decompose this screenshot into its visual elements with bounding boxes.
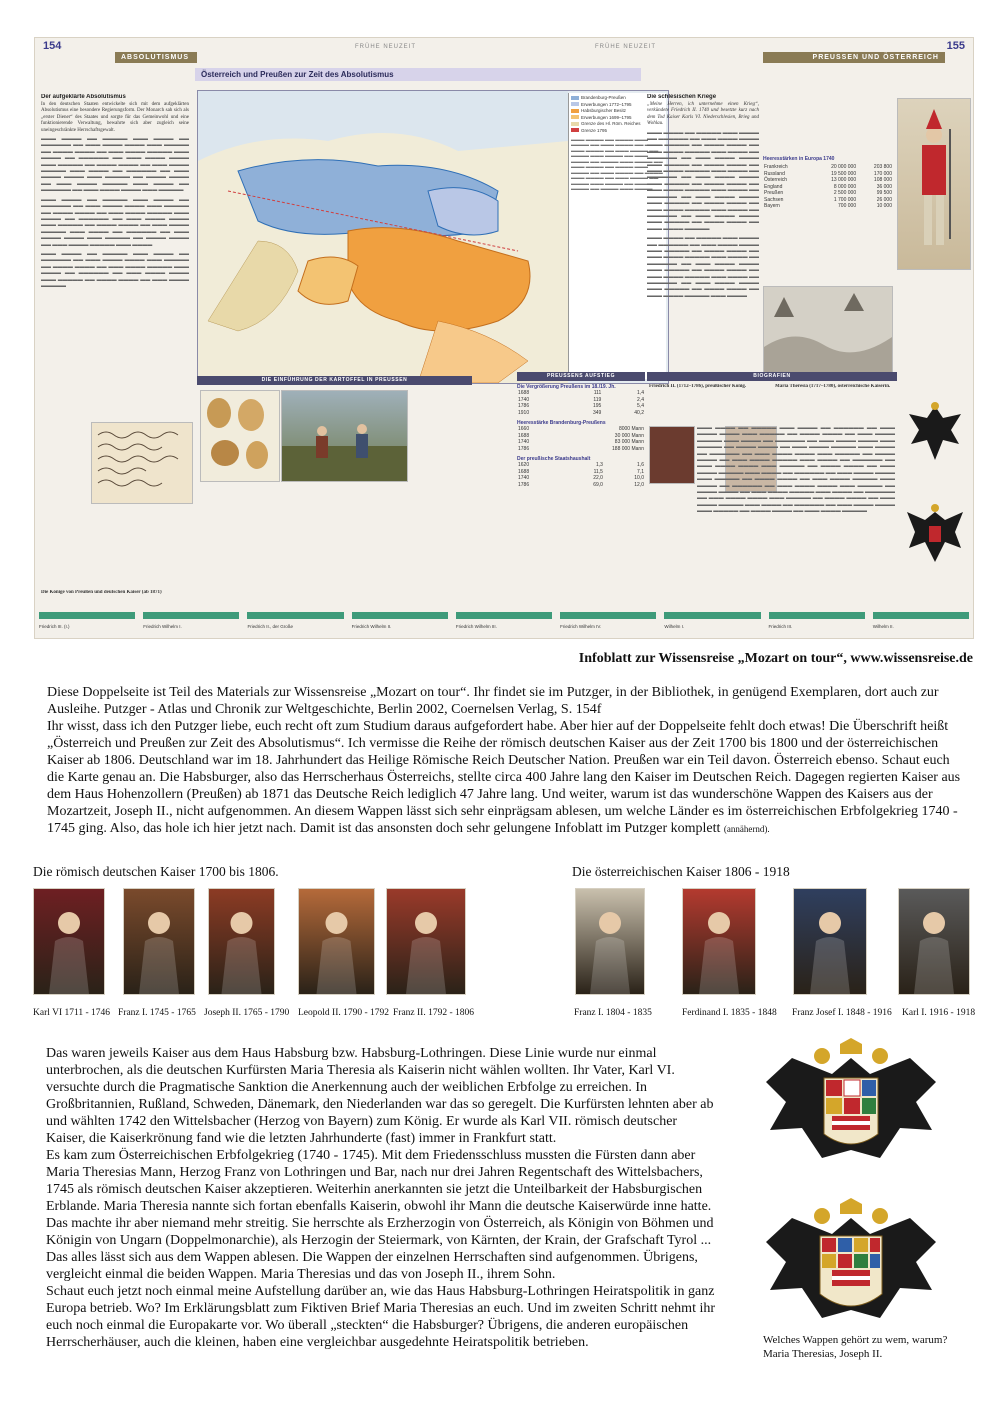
left-column-heading: Der aufgeklärte Absolutismus	[41, 94, 126, 100]
roman-emperor-portrait	[208, 888, 275, 995]
timeline-king-label: Friedrich Wilhelm II.	[351, 624, 392, 629]
troops-row-cell: 36 000	[876, 183, 892, 190]
roman-emperor-figure	[299, 889, 374, 994]
legend-habsburg: Habsburgischer Besitz	[571, 108, 664, 113]
coat-of-arms-maria-theresia	[760, 1038, 942, 1178]
budget-row-cell: 1,3	[595, 462, 603, 468]
left-column-text: In den deutschen Staaten entwickelte sich mit dem aufgeklärten Absolutismus eine besondere Regierungsform. Der Monarch sah sich als „erster Diener“ des Staates und sorgte für das Gemeinwohl und eine funktionierende Verwaltung, bewahrte sich aber zugleich seine uneingeschränkte Herrschaftsgewalt.	[41, 102, 189, 133]
timeline-segment	[456, 612, 552, 619]
troops-row-cell: England	[764, 183, 783, 190]
troops-table	[763, 156, 893, 210]
troops-row-cell: 19 500 000	[831, 170, 857, 177]
troops-row-cell: 2 500 000	[833, 190, 857, 196]
troops-row-cell: 10 000	[876, 203, 892, 209]
running-head-left-small: FRÜHE NEUZEIT	[355, 44, 416, 50]
timeline-king-label: Friedrich III. (I.)	[39, 624, 70, 629]
austrian-emperor-label: Ferdinand I. 1835 - 1848	[682, 1008, 777, 1018]
rise-row-cell: 1740	[518, 396, 530, 403]
troops-row-cell: Österreich	[764, 177, 788, 183]
budget-row-cell: 1786	[518, 481, 530, 488]
timeline-segment	[560, 612, 656, 619]
austrian-emperor-figure	[683, 889, 755, 994]
potato-shapes	[201, 391, 279, 481]
main-title-bar: Österreich und Preußen zur Zeit des Absolutismus	[195, 68, 641, 81]
engraving-lines	[764, 287, 892, 373]
austrian-emperor-label: Franz I. 1804 - 1835	[574, 1008, 652, 1018]
roman-emperor-portrait	[123, 888, 195, 995]
army-row-cell: 83 000 Mann	[614, 439, 644, 445]
bio-theresia-lead: Maria Theresia (1717–1780), österreichische Kaiserin.	[775, 384, 891, 389]
troops-row-cell: 13 000 000	[831, 177, 857, 183]
budget-row-cell: 1,6	[637, 462, 644, 468]
rise-row-cell: 349	[592, 409, 602, 416]
handwriting-scribble	[92, 423, 192, 503]
roman-emperor-label: Franz II. 1792 - 1806	[393, 1008, 474, 1018]
intro-paragraph-2-text: Ihr wisst, dass ich den Putzger liebe, euch recht oft zum Studium daraus aufgefordert habe. Aber hier auf der Doppelseite fehlt doch etwas! Die Überschrift heißt „Österreich und Preußen zur Zeit des Absolutismus“. Ich vermisse die Reihe der römisch deutschen Kaiser aus der Zeit 1700 bis 1800 und der österreichischen Kaiser ab 1806. Deutschland war im 18. Jahrhundert das Heilige Römische Reich Deutscher Nation. Preußen war ein Teil davon. Österreich ebenso. Schaut euch die Karte genau an. Die Habsburger, also das Herrscherhaus Österreichs, stellte circa 400 Jahre lang den Kaiser im Deutschen Reich. Dagegen regierten Kaiser aus dem Haus Hohenzollern (Preußen) ab 1871 das Deutsche Reich lediglich 47 Jahre lang. Und weiter, warum ist das wunderschöne Wappen des Kaisers aus der Mozartzeit, Joseph II., nicht aufgenommen. An diesem Wappen lässt sich sehr einprägsam ablesen, um welche Länder es im österreichischen Erbfolgekrieg 1740 - 1745 ging. Also, das hole ich hier jetzt nach. Damit ist das ansonsten doch sehr gelungene Infoblatt im Putzger komplett	[47, 719, 961, 836]
closing-text	[46, 1045, 718, 1351]
rise-row-cell: 1688	[518, 390, 530, 396]
troops-row-cell: Sachsen	[764, 196, 784, 203]
austrian-emperor-portrait	[793, 888, 867, 995]
potato-image	[200, 390, 280, 482]
troops-row-cell: 26 000	[876, 196, 892, 203]
budget-row-cell: 7,1	[637, 468, 644, 475]
coat-of-arms-joseph-ii	[760, 1196, 942, 1332]
troops-row-cell: Bayern	[764, 203, 780, 209]
troops-row-cell: 99 500	[876, 190, 892, 196]
roman-emperor-figure	[209, 889, 274, 994]
troops-row-cell: 20 000 000	[831, 164, 857, 170]
soldier-figure	[898, 99, 970, 269]
troops-row-cell: 203 800	[873, 164, 892, 170]
timeline-segment	[247, 612, 343, 619]
map-legend: Brandenburg-Preußen Erwerbungen 1772–1795 Habsburgischer Besitz Erwerbungen 1699–1795 Grenze des Hl. Röm. Reiches Grenze 1795 ▬▬▬ ▬▬▬▬ ▬▬ ▬▬▬▬ ▬▬▬ ▬▬▬▬ ▬▬ ▬▬▬ ▬▬▬▬ ▬▬ ▬▬▬▬ ▬▬▬ ▬▬▬▬ ▬▬ ▬▬▬ ▬▬▬▬ ▬▬ ▬▬▬▬ ▬▬▬ ▬▬▬▬ ▬▬ ▬▬▬ ▬▬▬▬ ▬▬ ▬▬▬▬ ▬▬▬ ▬▬▬▬ ▬▬ ▬▬▬ ▬▬▬▬ ▬▬ ▬▬▬▬ ▬▬▬ ▬▬▬▬ ▬▬ ▬▬▬ ▬▬▬▬ ▬▬ ▬▬▬▬ ▬▬▬ ▬▬▬▬ ▬▬ ▬▬▬ ▬▬▬▬ ▬▬ ▬▬▬▬ ▬▬▬ ▬▬▬▬ ▬▬ ▬▬▬ ▬▬▬▬ ▬▬ ▬▬▬▬ ▬▬▬ ▬▬▬▬	[568, 93, 666, 379]
intro-paragraph-1: Diese Doppelseite ist Teil des Materials zur Wissensreise „Mozart on tour“. Ihr findet sie im Putzger, in der Bibliothek, in genügend Exemplaren, dort auch zur Ausleihe. Putzger - Atlas und Chronik zur Weltgeschichte, Berlin 2002, Coernelsen Verlag, S. 154f	[47, 685, 939, 717]
austrian-emperor-portrait	[898, 888, 970, 995]
intro-paragraph-2-note: (annähernd).	[723, 824, 770, 834]
roman-emperor-figure	[34, 889, 104, 994]
atlas-double-page-scan	[34, 37, 974, 639]
army-row-cell: 1740	[518, 439, 530, 445]
section-bar-biographies: BIOGRAFIEN	[647, 372, 897, 381]
roman-emperor-label: Karl VI 1711 - 1746	[33, 1008, 111, 1018]
rise-stats	[517, 384, 645, 488]
timeline-king-label: Friedrich II., der Große	[247, 624, 293, 629]
legend-prussia: Brandenburg-Preußen	[571, 95, 664, 100]
running-head-right-small: FRÜHE NEUZEIT	[595, 44, 656, 50]
troops-row-cell: Russland	[764, 170, 785, 177]
army-row-cell: 1688	[518, 432, 530, 439]
troops-row-cell: 108 000	[873, 177, 892, 183]
roman-emperor-figure	[387, 889, 465, 994]
intro-paragraph-2	[47, 718, 967, 838]
page-number-left: 154	[43, 40, 62, 52]
timeline-segment	[352, 612, 448, 619]
right-column-quote: „Meine Herren, ich unternehme einen Krieg“, verkündete Friedrich II. 1740 und besetzte kurz nach dem Tod Kaiser Karls VI. Niederschlesien, Brieg und Wohlau.	[647, 102, 759, 127]
painting-harvest	[281, 390, 408, 482]
habsburg-double-eagle-icon	[905, 498, 965, 568]
section-bar-rise: PREUSSENS AUFSTIEG	[517, 372, 645, 381]
budget-row-cell: 10,0	[634, 475, 644, 481]
roman-emperor-label: Joseph II. 1765 - 1790	[204, 1008, 290, 1018]
bio-body: ▬▬▬ ▬▬▬▬ ▬▬ ▬▬▬▬▬ ▬▬▬ ▬▬▬▬ ▬▬ ▬▬▬▬▬▬ ▬▬ ▬▬▬ ▬▬▬▬ ▬▬▬▬ ▬▬▬ ▬▬▬▬▬ ▬▬ ▬▬▬▬ ▬▬▬▬ ▬▬ ▬▬▬ ▬▬▬▬ ▬▬▬▬▬ ▬▬▬ ▬▬▬▬ ▬▬ ▬▬▬▬▬▬ ▬▬ ▬▬▬ ▬▬▬▬ ▬▬▬▬ ▬▬▬ ▬▬▬▬▬ ▬▬ ▬▬▬▬ ▬▬▬▬ ▬▬ ▬▬▬ ▬▬▬▬ ▬▬▬▬▬ ▬▬▬ ▬▬▬▬ ▬▬ ▬▬▬▬▬▬ ▬▬ ▬▬▬ ▬▬▬▬ ▬▬▬▬ ▬▬▬ ▬▬▬▬▬ ▬▬ ▬▬▬▬ ▬▬▬▬ ▬▬ ▬▬▬ ▬▬▬▬ ▬▬▬▬▬ ▬▬▬ ▬▬▬▬ ▬▬ ▬▬▬▬▬▬ ▬▬ ▬▬▬ ▬▬▬▬ ▬▬▬▬ ▬▬▬ ▬▬▬▬▬ ▬▬ ▬▬▬▬ ▬▬▬▬ ▬▬ ▬▬▬ ▬▬▬▬ ▬▬▬▬▬ ▬▬▬ ▬▬▬▬ ▬▬ ▬▬▬▬▬▬ ▬▬ ▬▬▬ ▬▬▬▬ ▬▬▬▬ ▬▬▬ ▬▬▬▬▬ ▬▬ ▬▬▬▬ ▬▬▬▬ ▬▬ ▬▬▬ ▬▬▬▬ ▬▬▬▬▬ ▬▬▬ ▬▬▬▬ ▬▬ ▬▬▬▬▬▬ ▬▬ ▬▬▬ ▬▬▬▬ ▬▬▬▬ ▬▬▬ ▬▬▬▬▬ ▬▬ ▬▬▬▬ ▬▬▬▬ ▬▬ ▬▬▬ ▬▬▬▬ ▬▬▬▬▬ ▬▬▬ ▬▬▬▬ ▬▬ ▬▬▬▬▬▬ ▬▬ ▬▬▬ ▬▬▬▬ ▬▬▬▬ ▬▬▬ ▬▬▬▬▬ ▬▬ ▬▬▬▬ ▬▬▬▬ ▬▬ ▬▬▬ ▬▬▬▬ ▬▬▬▬▬ ▬▬▬ ▬▬▬▬ ▬▬ ▬▬▬▬▬▬ ▬▬ ▬▬▬ ▬▬▬▬ ▬▬▬▬ ▬▬▬ ▬▬▬▬▬ ▬▬ ▬▬▬▬ ▬▬▬▬ ▬▬ ▬▬▬ ▬▬▬▬ ▬▬▬▬▬	[697, 426, 895, 515]
legend-habsburg-gains: Erwerbungen 1699–1795	[571, 115, 664, 120]
historical-map	[197, 90, 669, 384]
legend-border: Grenze 1795	[571, 128, 664, 133]
infoblatt-title: Infoblatt zur Wissensreise „Mozart on tour“, www.wissensreise.de	[578, 651, 973, 666]
bio-theresia	[775, 384, 895, 424]
section-bar-potato: DIE EINFÜHRUNG DER KARTOFFEL IN PREUSSEN	[197, 376, 472, 385]
troops-row-cell: Preußen	[764, 190, 784, 196]
army-row-cell: 1660	[518, 426, 530, 432]
rise-row-cell: 5,4	[637, 403, 644, 409]
legend-prussia-gains: Erwerbungen 1772–1795	[571, 102, 664, 107]
right-text-column: Die schlesischen Kriege „Meine Herren, ich unternehme einen Krieg“, verkündete Friedrich II. 1740 und besetzte kurz nach dem Tod Kaiser Karls VI. Niederschlesien, Brieg und Wohlau. ▬▬▬ ▬▬▬▬ ▬▬ ▬▬▬▬▬ ▬▬▬ ▬▬▬▬ ▬▬ ▬▬▬▬▬▬ ▬▬ ▬▬▬ ▬▬▬▬ ▬▬▬▬ ▬▬▬ ▬▬▬▬▬ ▬▬ ▬▬▬▬ ▬▬▬▬ ▬▬ ▬▬▬ ▬▬▬▬ ▬▬▬▬▬ ▬▬▬ ▬▬▬▬ ▬▬ ▬▬▬▬▬▬ ▬▬ ▬▬▬ ▬▬▬▬ ▬▬▬▬ ▬▬▬ ▬▬▬▬▬ ▬▬ ▬▬▬▬ ▬▬▬▬ ▬▬ ▬▬▬ ▬▬▬▬ ▬▬▬▬▬ ▬▬▬ ▬▬▬▬ ▬▬ ▬▬▬▬▬▬ ▬▬ ▬▬▬ ▬▬▬▬ ▬▬▬▬ ▬▬▬ ▬▬▬▬▬ ▬▬ ▬▬▬▬ ▬▬▬▬ ▬▬ ▬▬▬ ▬▬▬▬ ▬▬▬▬▬ ▬▬▬ ▬▬▬▬ ▬▬ ▬▬▬▬▬▬ ▬▬ ▬▬▬ ▬▬▬▬ ▬▬▬▬ ▬▬▬ ▬▬▬▬▬ ▬▬ ▬▬▬▬ ▬▬▬▬ ▬▬ ▬▬▬ ▬▬▬▬ ▬▬▬▬▬ ▬▬▬ ▬▬▬▬ ▬▬ ▬▬▬▬▬▬ ▬▬ ▬▬▬ ▬▬▬▬ ▬▬▬▬ ▬▬▬ ▬▬▬▬▬ ▬▬ ▬▬▬▬ ▬▬▬▬ ▬▬ ▬▬▬ ▬▬▬▬ ▬▬▬▬▬ ▬▬▬ ▬▬▬▬ ▬▬ ▬▬▬▬▬ ▬▬▬ ▬▬▬▬ ▬▬ ▬▬▬▬▬▬ ▬▬ ▬▬▬ ▬▬▬▬ ▬▬▬▬ ▬▬▬ ▬▬▬▬▬ ▬▬ ▬▬▬▬ ▬▬▬▬ ▬▬ ▬▬▬ ▬▬▬▬ ▬▬▬▬▬ ▬▬▬ ▬▬▬▬ ▬▬ ▬▬▬▬▬▬ ▬▬ ▬▬▬ ▬▬▬▬ ▬▬▬▬ ▬▬▬ ▬▬▬▬▬ ▬▬ ▬▬▬▬ ▬▬▬▬ ▬▬ ▬▬▬ ▬▬▬▬ ▬▬▬▬▬ ▬▬▬ ▬▬▬▬ ▬▬ ▬▬▬▬▬▬ ▬▬ ▬▬▬ ▬▬▬▬ ▬▬▬▬ ▬▬▬ ▬▬▬▬▬ ▬▬ ▬▬▬▬ ▬▬▬▬ ▬▬ ▬▬▬ ▬▬▬▬ ▬▬▬▬▬ ▬▬▬ ▬▬▬▬	[647, 94, 759, 299]
rise-row	[517, 410, 645, 417]
rise-row-cell: 2,4	[637, 396, 644, 403]
timeline-segment	[873, 612, 969, 619]
rise-row-cell: 1910	[518, 409, 530, 416]
budget-row-cell: 12,0	[634, 481, 644, 488]
legend-reich: Grenze des Hl. Röm. Reiches	[571, 121, 664, 126]
budget-row-cell: 1688	[518, 468, 530, 475]
army-table	[517, 426, 645, 452]
army-heading: Heeresstärke Brandenburg-Preußens	[517, 420, 606, 426]
roman-emperor-portrait	[298, 888, 375, 995]
troops-row	[763, 203, 893, 210]
timeline-segment	[143, 612, 239, 619]
rise-row-cell: 1786	[518, 403, 530, 409]
austrian-emperor-label: Franz Josef I. 1848 - 1916	[792, 1008, 892, 1018]
roman-emperors-heading: Die römisch deutschen Kaiser 1700 bis 1806.	[33, 864, 279, 879]
timeline-heading: Die Könige von Preußen und deutschen Kaiser (ab 1871)	[41, 590, 162, 595]
troops-row-cell: 700 000	[838, 203, 857, 209]
roman-emperor-label: Franz I. 1745 - 1765	[118, 1008, 196, 1018]
friedrich-portrait	[649, 426, 695, 484]
closing-paragraph-4: Schaut euch jetzt noch einmal meine Aufstellung darüber an, wie das Haus Habsburg-Lothringen Heiratspolitik in ganz Europa betrieb. Wo? Im Erklärungsblatt zum Fiktiven Brief Maria Theresias an euch. Und im zweiten Schritt nehmt ihr euch noch einmal die Europakarte vor. Wo überall „steckten“ die Habsburger? Übrigens, die anderen europäischen Herrscherhäuser, auch die kleinen, haben eine vergleichbar ausgedehnte Heiratspolitik betrieben.	[46, 1284, 716, 1350]
austrian-emperor-figure	[794, 889, 866, 994]
battle-engraving	[763, 286, 893, 374]
budget-heading: Der preußische Staatshaushalt	[517, 456, 591, 462]
prussian-eagle-icon	[905, 398, 965, 468]
roman-emperor-figure	[124, 889, 194, 994]
army-row-cell: 188 000 Mann	[612, 445, 644, 452]
rise-row-cell: 119	[593, 396, 602, 403]
closing-paragraph-3: Das alles lässt sich aus dem Wappen ablesen. Die Wappen der einzelnen Herrschaften sind aufgenommen. Übrigens, vergleicht einmal die beiden Wappen. Maria Theresias und das von Joseph II., ihrem Sohn.	[46, 1250, 698, 1282]
roman-emperor-portrait	[386, 888, 466, 995]
austrian-emperors-heading: Die österreichischen Kaiser 1806 - 1918	[572, 864, 790, 879]
budget-row-cell: 1740	[518, 475, 530, 481]
austrian-emperor-figure	[576, 889, 644, 994]
coat-of-arms-caption: Welches Wappen gehört zu wem, warum? Maria Theresias, Joseph II.	[763, 1334, 948, 1360]
troops-row-cell: 1 700 000	[833, 196, 857, 203]
right-column-heading: Die schlesischen Kriege	[647, 94, 717, 100]
army-row-cell: 8000 Mann	[618, 426, 644, 432]
timeline-segment	[39, 612, 135, 619]
intro-text	[47, 684, 967, 838]
timeline-king-label: Friedrich Wilhelm III.	[455, 624, 497, 629]
timeline-king-label: Friedrich III.	[768, 624, 793, 629]
army-row-cell: 30 000 Mann	[614, 432, 644, 439]
budget-row-cell: 69,0	[593, 481, 603, 488]
kings-timeline	[35, 610, 973, 638]
running-head-left: ABSOLUTISMUS	[115, 52, 197, 63]
army-row	[517, 446, 645, 453]
timeline-segment	[664, 612, 760, 619]
closing-paragraph-2: Es kam zum Österreichischen Erbfolgekrieg (1740 - 1745). Mit dem Friedensschluss mussten die Fürsten dann aber Maria Theresias Mann, Herzog Franz von Lothringen und Bar, nach nur drei Jahren Regentschaft des Wittelsbachers, 1745 als römisch deutschen Kaiser akzeptieren. Weiterhin anerkannten sie jetzt die Unteilbarkeit der Habsburgischen Erblande. Maria Theresia nannte sich fortan ebenfalls Kaiserin, obwohl ihr Mann die deutsche Kaiserwürde inne hatte. Das machte ihr aber niemand mehr streitig. Sie herrschte als Erzherzogin von Österreich, als Königin von Böhmen und Königin von Ungarn (Doppelmonarchie), als Herzogin der Steiermark, von Kärnten, der Krain, der Grafschaft Tyrol ...	[46, 1148, 714, 1248]
handwritten-letter-image	[91, 422, 193, 504]
bio-friedrich-lead: Friedrich II. (1712–1786), preußischer König.	[649, 384, 747, 389]
troops-row-cell: Frankreich	[764, 164, 788, 170]
budget-row	[517, 482, 645, 489]
troops-row-cell: 8 000 000	[833, 183, 857, 190]
closing-paragraph-1: Das waren jeweils Kaiser aus dem Haus Habsburg bzw. Habsburg-Lothringen. Diese Linie wurde nur einmal unterbrochen, als die deutschen Kurfürsten Maria Theresia als Kaiserin nicht wählen wollten. Ihr Vater, Karl VI. versuchte durch die Pragmatische Sanktion die Anerkennung auch der weiblichen Erbfolge zu erreichen. In Großbritannien, Rußland, Schweden, Dänemark, den Niederlanden war das so geregelt. Die Kurfürsten lehnten aber ab und wählten 1742 den Wittelsbacher (Herzog von Bayern) zum König. Er wurde als Karl VII. römisch deutscher Kaiser, die Kaiserkrönung fand wie die letzten Jahrhunderte (fast) immer in Frankfurt statt.	[46, 1046, 714, 1146]
austrian-emperor-portrait	[575, 888, 645, 995]
budget-table	[517, 462, 645, 488]
running-head-right: PREUSSEN UND ÖSTERREICH	[763, 52, 945, 63]
rise-row-cell: 195	[592, 403, 602, 409]
bio-friedrich	[649, 384, 769, 424]
rise-row-cell: 1,4	[637, 390, 644, 396]
timeline-king-label: Wilhelm I.	[664, 624, 685, 629]
grenadier-portrait	[897, 98, 971, 270]
roman-emperor-portrait	[33, 888, 105, 995]
timeline-segment	[769, 612, 865, 619]
page-number-right: 155	[946, 40, 965, 52]
left-text-column: Der aufgeklärte Absolutismus In den deutschen Staaten entwickelte sich mit dem aufgeklärten Absolutismus eine besondere Regierungsform. Der Monarch sah sich als „erster Diener“ des Staates und sorgte für das Gemeinwohl und eine funktionierende Verwaltung, bewahrte sich aber zugleich seine uneingeschränkte Herrschaftsgewalt. ▬▬▬ ▬▬▬▬ ▬▬ ▬▬▬▬▬ ▬▬▬ ▬▬▬▬ ▬▬ ▬▬▬▬▬▬ ▬▬ ▬▬▬ ▬▬▬▬ ▬▬▬▬ ▬▬▬ ▬▬▬▬▬ ▬▬ ▬▬▬▬ ▬▬▬▬ ▬▬ ▬▬▬ ▬▬▬▬ ▬▬▬▬▬ ▬▬▬ ▬▬▬▬ ▬▬ ▬▬▬▬▬▬ ▬▬ ▬▬▬ ▬▬▬▬ ▬▬▬▬ ▬▬▬ ▬▬▬▬▬ ▬▬ ▬▬▬▬ ▬▬▬▬ ▬▬ ▬▬▬ ▬▬▬▬ ▬▬▬▬▬ ▬▬▬ ▬▬▬▬ ▬▬ ▬▬▬▬▬▬ ▬▬ ▬▬▬ ▬▬▬▬ ▬▬▬▬ ▬▬▬ ▬▬▬▬▬ ▬▬ ▬▬▬▬ ▬▬▬▬ ▬▬ ▬▬▬ ▬▬▬▬ ▬▬▬▬▬ ▬▬▬ ▬▬▬▬ ▬▬ ▬▬▬▬▬▬ ▬▬ ▬▬▬ ▬▬▬▬ ▬▬▬▬ ▬▬▬ ▬▬▬▬▬ ▬▬▬ ▬▬▬▬ ▬▬ ▬▬▬▬▬ ▬▬▬ ▬▬▬▬ ▬▬ ▬▬▬▬▬▬ ▬▬ ▬▬▬ ▬▬▬▬ ▬▬▬▬ ▬▬▬ ▬▬▬▬▬ ▬▬ ▬▬▬▬ ▬▬▬▬ ▬▬ ▬▬▬ ▬▬▬▬ ▬▬▬▬▬ ▬▬▬ ▬▬▬▬ ▬▬ ▬▬▬▬▬▬ ▬▬ ▬▬▬ ▬▬▬▬ ▬▬▬▬ ▬▬▬ ▬▬▬▬▬ ▬▬ ▬▬▬▬ ▬▬▬▬ ▬▬ ▬▬▬ ▬▬▬▬ ▬▬▬▬▬ ▬▬▬ ▬▬▬▬ ▬▬ ▬▬▬▬▬▬ ▬▬ ▬▬▬ ▬▬▬▬ ▬▬▬▬ ▬▬▬ ▬▬▬▬▬ ▬▬ ▬▬▬▬ ▬▬▬▬ ▬▬ ▬▬▬ ▬▬▬▬ ▬▬▬▬▬ ▬▬▬ ▬▬▬▬ ▬▬▬ ▬▬▬▬ ▬▬ ▬▬▬▬▬ ▬▬▬ ▬▬▬▬ ▬▬ ▬▬▬▬▬▬ ▬▬ ▬▬▬ ▬▬▬▬ ▬▬▬▬ ▬▬▬ ▬▬▬▬▬ ▬▬ ▬▬▬▬ ▬▬▬▬ ▬▬ ▬▬▬ ▬▬▬▬ ▬▬▬▬▬ ▬▬▬ ▬▬▬▬ ▬▬ ▬▬▬▬▬▬ ▬▬ ▬▬▬ ▬▬▬▬ ▬▬▬▬ ▬▬▬ ▬▬▬▬▬ ▬▬ ▬▬▬▬ ▬▬▬▬ ▬▬ ▬▬▬ ▬▬▬▬ ▬▬▬▬▬	[41, 94, 189, 289]
timeline-king-label: Wilhelm II.	[872, 624, 894, 629]
rise-row-cell: 111	[593, 390, 602, 396]
troops-row-cell: 170 000	[873, 170, 892, 177]
rise-table	[517, 390, 645, 416]
budget-row-cell: 22,0	[593, 475, 603, 481]
budget-row-cell: 11,5	[593, 468, 603, 475]
troops-table-body	[763, 164, 893, 210]
timeline-king-label: Friedrich Wilhelm IV.	[560, 624, 602, 629]
rise-heading: Die Vergrößerung Preußens im 18./19. Jh.	[517, 384, 616, 390]
budget-row-cell: 1620	[518, 462, 530, 468]
austrian-emperor-label: Karl I. 1916 - 1918	[902, 1008, 976, 1018]
army-row-cell: 1786	[518, 445, 530, 452]
austrian-emperor-portrait	[682, 888, 756, 995]
harvest-figures	[282, 391, 407, 481]
rise-row-cell: 40,2	[634, 409, 644, 416]
timeline-king-label: Friedrich Wilhelm I.	[143, 624, 182, 629]
troops-heading: Heeresstärken in Europa 1740	[763, 156, 835, 162]
roman-emperor-label: Leopold II. 1790 - 1792	[298, 1008, 390, 1018]
austrian-emperor-figure	[899, 889, 969, 994]
map-drawing	[198, 91, 568, 383]
